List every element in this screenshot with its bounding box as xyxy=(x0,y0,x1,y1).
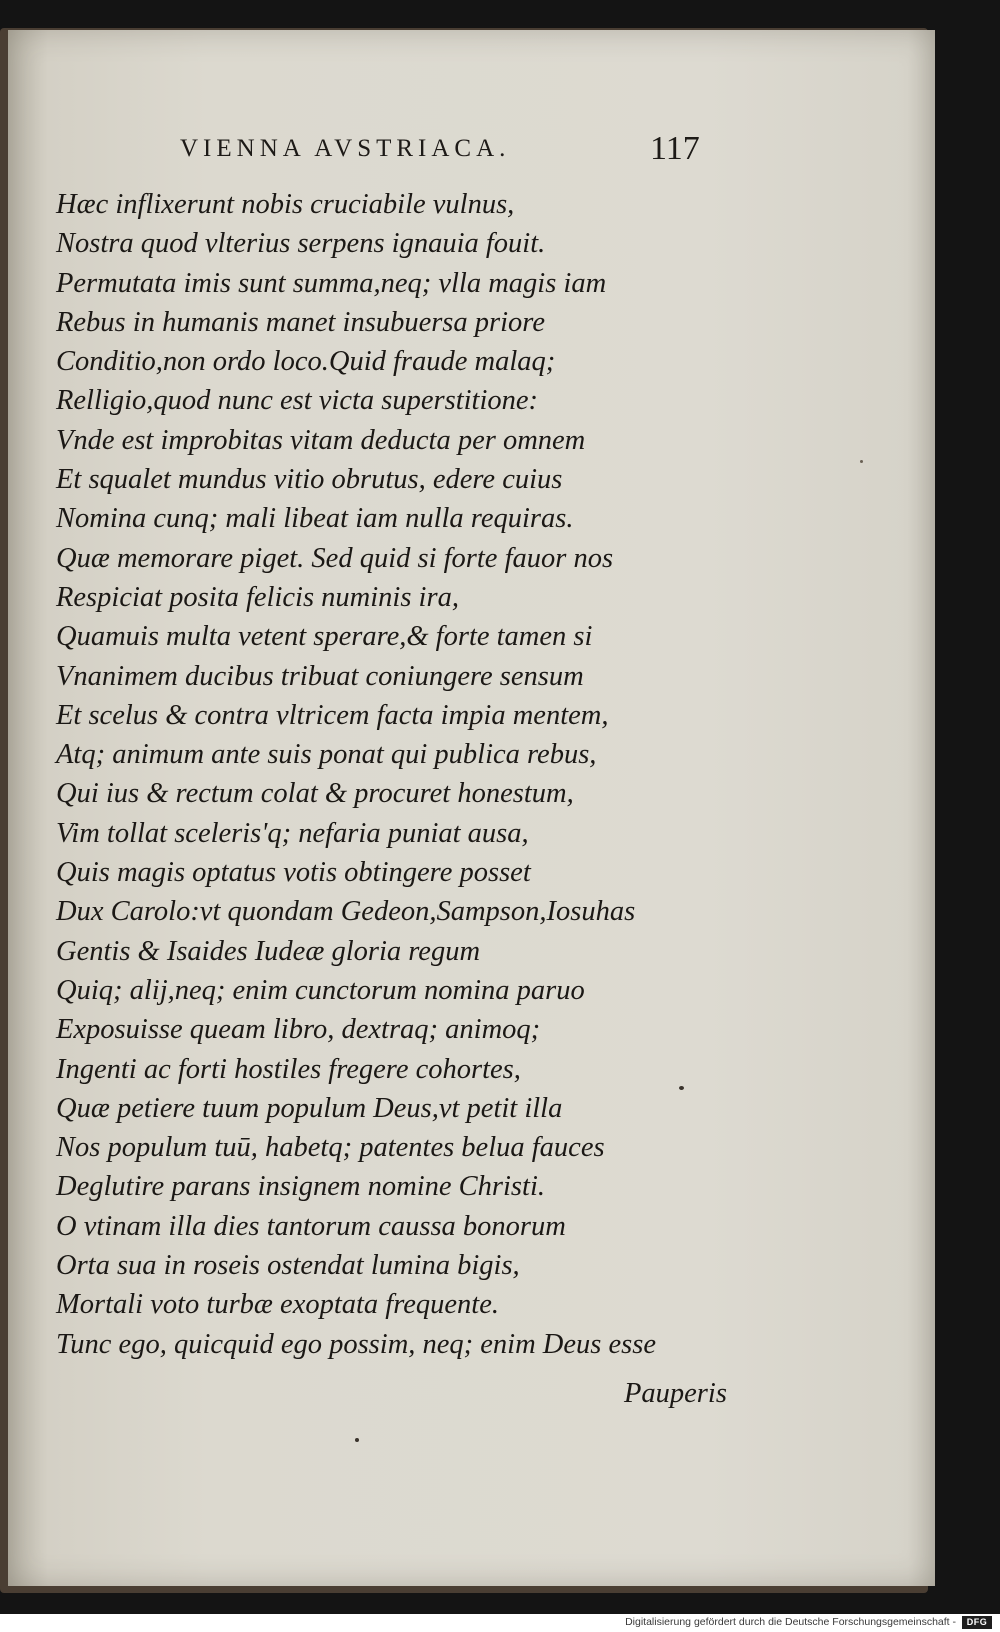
verse-line: Ingenti ac forti hostiles fregere cohortes, xyxy=(56,1053,521,1085)
page-header xyxy=(8,130,935,175)
verse-line: Vim tollat sceleris'q; nefaria puniat ausa, xyxy=(56,817,529,849)
verse-line: Quamuis multa vetent sperare,& forte tamen si xyxy=(56,621,593,653)
verse-line: Relligio,quod nunc est victa superstitione: xyxy=(56,385,539,417)
verse-line: Hæc inflixerunt nobis cruciabile vulnus, xyxy=(56,189,515,220)
verse-line: Et scelus & contra vltricem facta impia mentem, xyxy=(56,699,609,731)
verse-line: Atq; animum ante suis ponat qui publica rebus, xyxy=(56,739,597,771)
verse-line: Permutata imis sunt summa,neq; vlla magis iam xyxy=(56,267,607,299)
verse-line: Rebus in humanis manet insubuersa priore xyxy=(56,306,545,338)
verse-line: Tunc ego, quicquid ego possim, neq; enim Deus esse xyxy=(56,1328,656,1360)
verse-line: Respiciat posita felicis numinis ira, xyxy=(56,581,459,613)
ink-speck xyxy=(355,1438,359,1442)
verse-line: Vnde est improbitas vitam deducta per omnem xyxy=(56,424,586,456)
verse-line: Vnanimem ducibus tribuat coniungere sensum xyxy=(56,660,584,692)
verse-line: Qui ius & rectum colat & procuret honestum, xyxy=(56,778,574,810)
verse-line: Quiq; alij,neq; enim cunctorum nomina paruo xyxy=(56,974,585,1006)
funding-credit: Digitalisierung gefördert durch die Deutsche Forschungsgemeinschaft - xyxy=(625,1616,956,1628)
verse-line: Quæ memorare piget. Sed quid si forte fauor nos xyxy=(56,542,614,574)
verse-line: Quæ petiere tuum populum Deus,vt petit illa xyxy=(56,1092,563,1124)
verse-line: Exposuisse queam libro, dextraq; animoq; xyxy=(56,1014,541,1046)
dfg-logo: DFG xyxy=(962,1616,992,1629)
verse-line: Orta sua in roseis ostendat lumina bigis, xyxy=(56,1250,520,1282)
page-number: 117 xyxy=(650,130,700,167)
running-head: VIENNA AVSTRIACA. xyxy=(180,135,511,162)
verse-line: Mortali voto turbæ exoptata frequente. xyxy=(56,1289,500,1321)
verse-line: Dux Carolo:vt quondam Gedeon,Sampson,Iosuhas xyxy=(56,896,636,928)
ink-speck xyxy=(860,460,863,463)
book-page xyxy=(8,30,935,1586)
verse-block xyxy=(56,185,776,1364)
verse-line: O vtinam illa dies tantorum caussa bonorum xyxy=(56,1210,566,1242)
verse-line: Deglutire parans insignem nomine Christi. xyxy=(56,1171,545,1203)
verse-line: Nos populum tuū, habetq; patentes belua fauces xyxy=(56,1132,605,1164)
verse-line: Quis magis optatus votis obtingere posset xyxy=(56,857,531,889)
verse-line: Gentis & Isaides Iudeæ gloria regum xyxy=(56,935,481,967)
verse-line: Nostra quod vlterius serpens ignauia fouit. xyxy=(56,228,546,260)
verse-line: Nomina cunq; mali libeat iam nulla requiras. xyxy=(56,503,574,535)
verse-line: Conditio,non ordo loco.Quid fraude malaq; xyxy=(56,346,556,378)
digitization-footer xyxy=(0,1614,1000,1632)
verse-line: Et squalet mundus vitio obrutus, edere cuius xyxy=(56,464,563,496)
catchword: Pauperis xyxy=(624,1378,727,1409)
ink-speck xyxy=(679,1086,684,1090)
